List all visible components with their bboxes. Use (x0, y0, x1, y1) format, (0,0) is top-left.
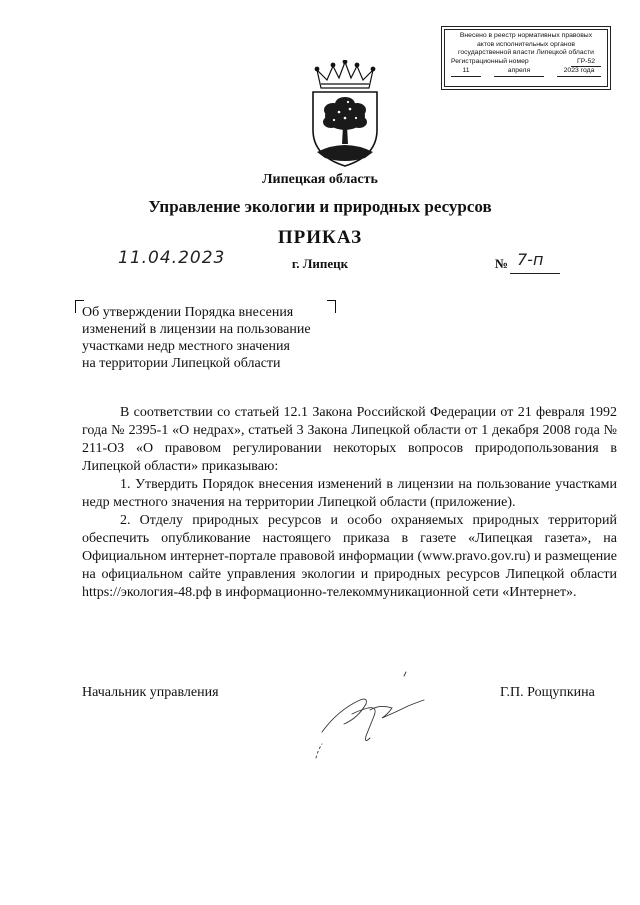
signatory-position: Начальник управления (82, 685, 219, 700)
order-body (82, 404, 617, 602)
subject-line: на территории Липецкой области (82, 356, 281, 371)
document-type: ПРИКАЗ (277, 227, 363, 248)
stamp-line-1: Внесено в реестр нормативных правовых (459, 32, 593, 39)
subject-line: изменений в лицензии на пользование (82, 322, 311, 337)
registration-stamp (441, 26, 611, 90)
coat-of-arms-icon (303, 60, 387, 168)
clause-1-paragraph: 1. Утвердить Порядок внесения изменений в лицензии на пользование участками недр местного значения на территории Липецкой области (приложение). (82, 477, 617, 510)
subject-line: участками недр местного значения (82, 339, 290, 354)
stamp-line-2: актов исполнительных органов (476, 40, 575, 48)
preamble-paragraph: В соответствии со статьей 12.1 Закона Российской Федерации от 21 февраля 1992 года № 2395-1 «О недрах», статьей 3 Закона Липецкой области от 1 декабря 2008 года № 211-ОЗ «О правовом регулировании некоторых вопросов природопользования в Липецкой области» приказываю: (82, 405, 617, 474)
number-sign: № (495, 256, 509, 271)
signatory-name: Г.П. Рощупкина (500, 685, 595, 700)
stamp-day: 11 (451, 67, 481, 77)
stamp-reg-number: ГР-52 (571, 58, 601, 68)
region-name: Липецкая область (262, 172, 378, 187)
number-underline (510, 273, 560, 274)
stamp-year: 2023 года (557, 67, 601, 77)
department-name: Управление экологии и природных ресурсов (148, 197, 492, 216)
order-date: 11.04.2023 (118, 248, 226, 268)
stamp-line-3: государственной власти Липецкой области (458, 49, 594, 57)
city: г. Липецк (291, 256, 349, 271)
handwritten-signature (308, 670, 448, 770)
order-subject (82, 304, 352, 372)
clause-2-paragraph: 2. Отделу природных ресурсов и особо охраняемых природных территорий обеспечить опубликование настоящего приказа в газете «Липецкая газета», на Официальном интернет-портале правовой информации (www.pravo.gov.ru) и размещение на официальном сайте управления экологии и природных ресурсов Липецкой области https://экология-48.рф в информационно-телекоммуникационной сети «Интернет». (82, 513, 617, 600)
subject-line: Об утверждении Порядка внесения (82, 305, 294, 320)
stamp-reg-label: Регистрационный номер (451, 57, 529, 65)
stamp-month: апреля (494, 67, 544, 77)
order-number: 7-п (517, 250, 544, 269)
